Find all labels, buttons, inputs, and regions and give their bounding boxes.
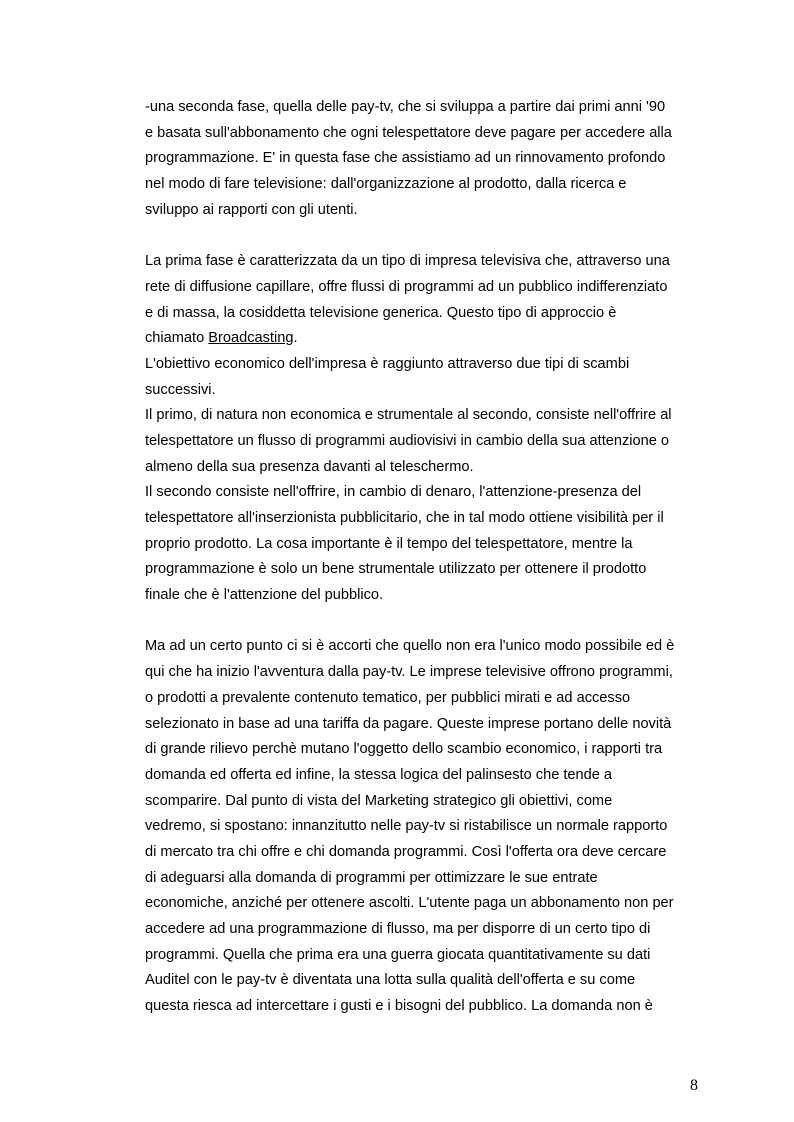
- text-line: economiche, anziché per ottenere ascolti. L'utente paga un abbonamento non per: [145, 895, 674, 912]
- text-line: Auditel con le pay-tv è diventata una lotta sulla qualità dell'offerta e su come: [145, 972, 636, 989]
- link-suffix-text: .: [293, 330, 298, 347]
- text-line: programmi. Quella che prima era una guerra giocata quantitativamente su dati: [145, 946, 651, 963]
- text-line-with-link: [145, 326, 685, 352]
- text-line: La prima fase è caratterizzata da un tipo di impresa televisiva che, attraverso una: [145, 253, 670, 270]
- text-line: finale che è l'attenzione del pubblico.: [145, 587, 384, 604]
- text-line: Ma ad un certo punto ci si è accorti che quello non era l'unico modo possibile ed è: [145, 638, 675, 655]
- text-line: sviluppo ai rapporti con gli utenti.: [145, 201, 358, 218]
- text-line: rete di diffusione capillare, offre flussi di programmi ad un pubblico indifferenziato: [145, 278, 668, 295]
- text-line: e basata sull'abbonamento che ogni telespettatore deve pagare per accedere alla: [145, 124, 672, 141]
- text-line: accedere ad una programmazione di flusso, ma per disporre di un certo tipo di: [145, 921, 651, 937]
- broadcasting-link[interactable]: Broadcasting: [208, 330, 294, 347]
- paragraph-gap: [145, 609, 685, 635]
- text-line: proprio prodotto. La cosa importante è il tempo del telespettatore, mentre la: [145, 535, 633, 552]
- text-line: nel modo di fare televisione: dall'organizzazione al prodotto, dalla ricerca e: [145, 176, 627, 193]
- text-line: di adeguarsi alla domanda di programmi per ottimizzare le sue entrate: [145, 869, 598, 886]
- text-line: scomparire. Dal punto di vista del Marketing strategico gli obiettivi, come: [145, 792, 613, 809]
- text-line: Il primo, di natura non economica e strumentale al secondo, consiste nell'offrire al: [145, 407, 672, 424]
- text-line: almeno della sua presenza davanti al teleschermo.: [145, 458, 474, 475]
- text-line: L'obiettivo economico dell'impresa è raggiunto attraverso due tipi di scambi: [145, 355, 630, 372]
- paragraph-gap: [145, 223, 685, 249]
- text-line: Il secondo consiste nell'offrire, in cambio di denaro, l'attenzione-presenza del: [145, 484, 642, 501]
- paragraph-3: [145, 634, 685, 1019]
- text-line: vedremo, si spostano: innanzitutto nelle pay-tv si ristabilisce un normale rapporto: [145, 818, 668, 835]
- text-line: o prodotti a prevalente contenuto tematico, per pubblici mirati e ad accesso: [145, 689, 631, 706]
- text-line: telespettatore all'inserzionista pubblicitario, che in tal modo ottiene visibilità per il: [145, 510, 664, 526]
- text-line: selezionato in base ad una tariffa da pagare. Queste imprese portano delle novità: [145, 715, 672, 732]
- text-line: di grande rilievo perchè mutano l'oggetto dello scambio economico, i rapporti tra: [145, 741, 663, 758]
- text-line: di mercato tra chi offre e chi domanda programmi. Così l'offerta ora deve cercare: [145, 843, 667, 860]
- text-line: questa riesca ad intercettare i gusti e i bisogni del pubblico. La domanda non è: [145, 998, 653, 1015]
- text-line: programmazione. E' in questa fase che assistiamo ad un rinnovamento profondo: [145, 150, 666, 167]
- text-line: e di massa, la cosiddetta televisione generica. Questo tipo di approccio è: [145, 304, 617, 321]
- text-line: -una seconda fase, quella delle pay-tv, che si sviluppa a partire dai primi anni '90: [145, 99, 666, 115]
- link-prefix-text: chiamato: [145, 330, 209, 347]
- paragraph-2: [145, 249, 685, 609]
- text-line: programmazione è solo un bene strumentale utilizzato per ottenere il prodotto: [145, 561, 647, 578]
- page-number: 8: [690, 1077, 698, 1094]
- text-line: telespettatore un flusso di programmi audiovisivi in cambio della sua attenzione o: [145, 432, 670, 449]
- text-line: successivi.: [145, 381, 216, 398]
- text-line: qui che ha inizio l'avventura dalla pay-tv. Le imprese televisive offrono programmi,: [145, 664, 673, 681]
- paragraph-1: [145, 95, 685, 223]
- text-line: domanda ed offerta ed infine, la stessa logica del palinsesto che tende a: [145, 766, 613, 783]
- body-text: [145, 95, 685, 1020]
